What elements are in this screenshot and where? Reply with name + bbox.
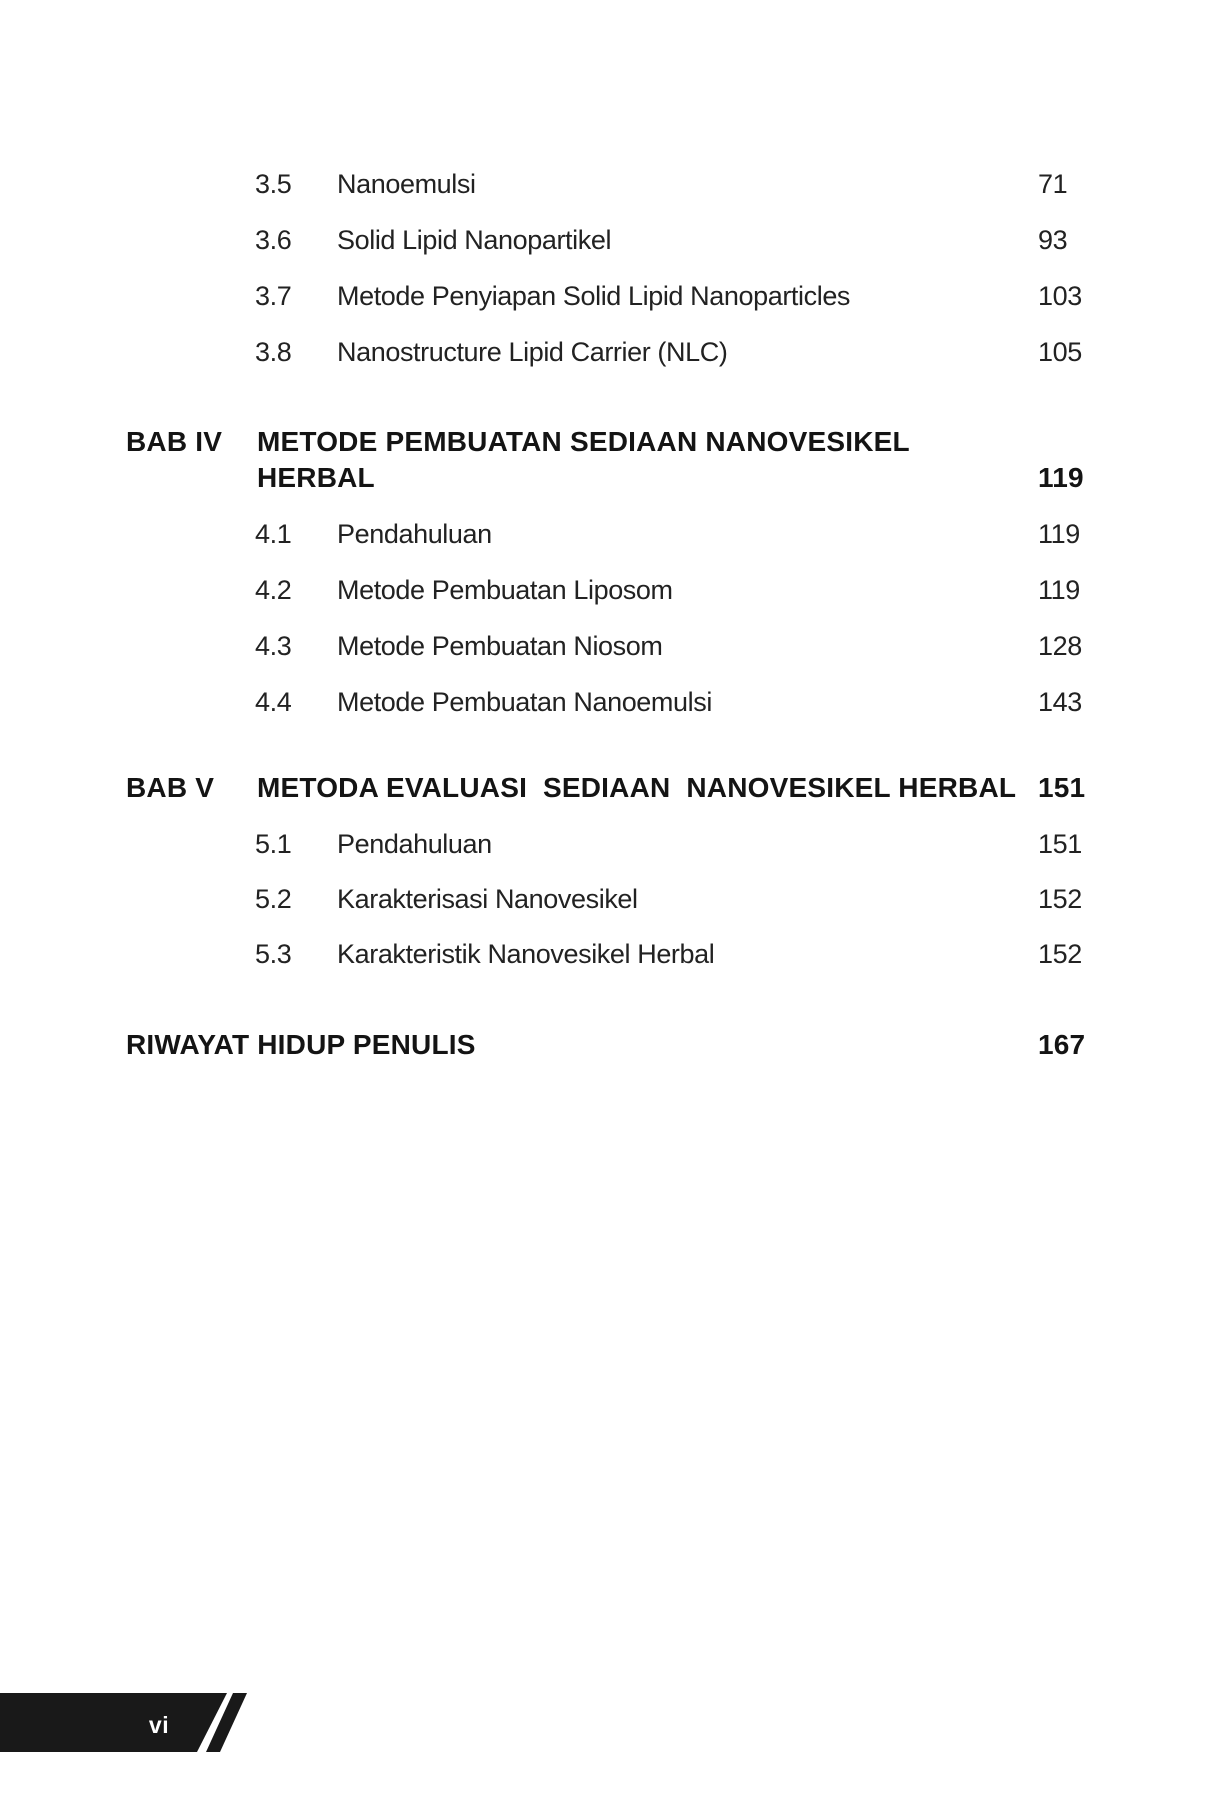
chapter-label: BAB V	[126, 772, 215, 803]
chapter-heading-row	[0, 462, 1221, 502]
page-number: 105	[1038, 337, 1082, 367]
page-number: 119	[1038, 519, 1080, 549]
backmatter-row	[0, 1029, 1221, 1069]
entry-number: 3.7	[255, 281, 292, 311]
page-number: 93	[1038, 225, 1068, 255]
page-number: 128	[1038, 631, 1082, 661]
toc-entry-row	[0, 169, 1221, 209]
entry-title: Pendahuluan	[337, 519, 492, 549]
toc-entry-row	[0, 337, 1221, 377]
toc-entry-row	[0, 281, 1221, 321]
entry-number: 4.1	[255, 519, 292, 549]
toc-entry-row	[0, 939, 1221, 979]
page-number: 71	[1038, 169, 1068, 199]
entry-number: 5.2	[255, 884, 292, 914]
chapter-title: HERBAL	[257, 462, 375, 493]
entry-title: Nanoemulsi	[337, 169, 476, 199]
entry-title: Karakterisasi Nanovesikel	[337, 884, 638, 914]
entry-title: Pendahuluan	[337, 829, 492, 859]
page-number: 152	[1038, 939, 1082, 969]
page-number: 103	[1038, 281, 1082, 311]
entry-number: 3.8	[255, 337, 292, 367]
toc-entry-row	[0, 884, 1221, 924]
entry-number: 3.6	[255, 225, 292, 255]
toc-entry-row	[0, 519, 1221, 559]
entry-number: 4.4	[255, 687, 292, 717]
entry-number: 5.1	[255, 829, 292, 859]
toc-entry-row	[0, 687, 1221, 727]
entry-title: Metode Penyiapan Solid Lipid Nanoparticles	[337, 281, 851, 311]
toc-entry-row	[0, 575, 1221, 615]
entry-number: 3.5	[255, 169, 292, 199]
entry-title: Metode Pembuatan Nanoemulsi	[337, 687, 712, 717]
entry-number: 5.3	[255, 939, 292, 969]
chapter-label: BAB IV	[126, 426, 223, 457]
footer-page-number: vi	[148, 1712, 170, 1738]
page-number: 151	[1038, 772, 1086, 803]
entry-title: Metode Pembuatan Niosom	[337, 631, 663, 661]
chapter-title: METODA EVALUASI SEDIAAN NANOVESIKEL HERBAL	[257, 772, 1017, 803]
entry-title: Nanostructure Lipid Carrier (NLC)	[337, 337, 728, 367]
entry-number: 4.2	[255, 575, 292, 605]
entry-title: Metode Pembuatan Liposom	[337, 575, 673, 605]
page-number: 143	[1038, 687, 1082, 717]
chapter-title: METODE PEMBUATAN SEDIAAN NANOVESIKEL	[257, 426, 910, 457]
page-number: 167	[1038, 1029, 1086, 1060]
page-number: 152	[1038, 884, 1082, 914]
toc-entry-row	[0, 631, 1221, 671]
backmatter-title: RIWAYAT HIDUP PENULIS	[126, 1029, 476, 1060]
chapter-heading-row	[0, 426, 1221, 466]
entry-title: Solid Lipid Nanopartikel	[337, 225, 612, 255]
entry-title: Karakteristik Nanovesikel Herbal	[337, 939, 715, 969]
toc-entry-row	[0, 829, 1221, 869]
page-number: 151	[1038, 829, 1082, 859]
chapter-heading-row	[0, 772, 1221, 812]
toc-entry-row	[0, 225, 1221, 265]
entry-number: 4.3	[255, 631, 292, 661]
page-number: 119	[1038, 575, 1080, 605]
page-number: 119	[1038, 462, 1084, 493]
